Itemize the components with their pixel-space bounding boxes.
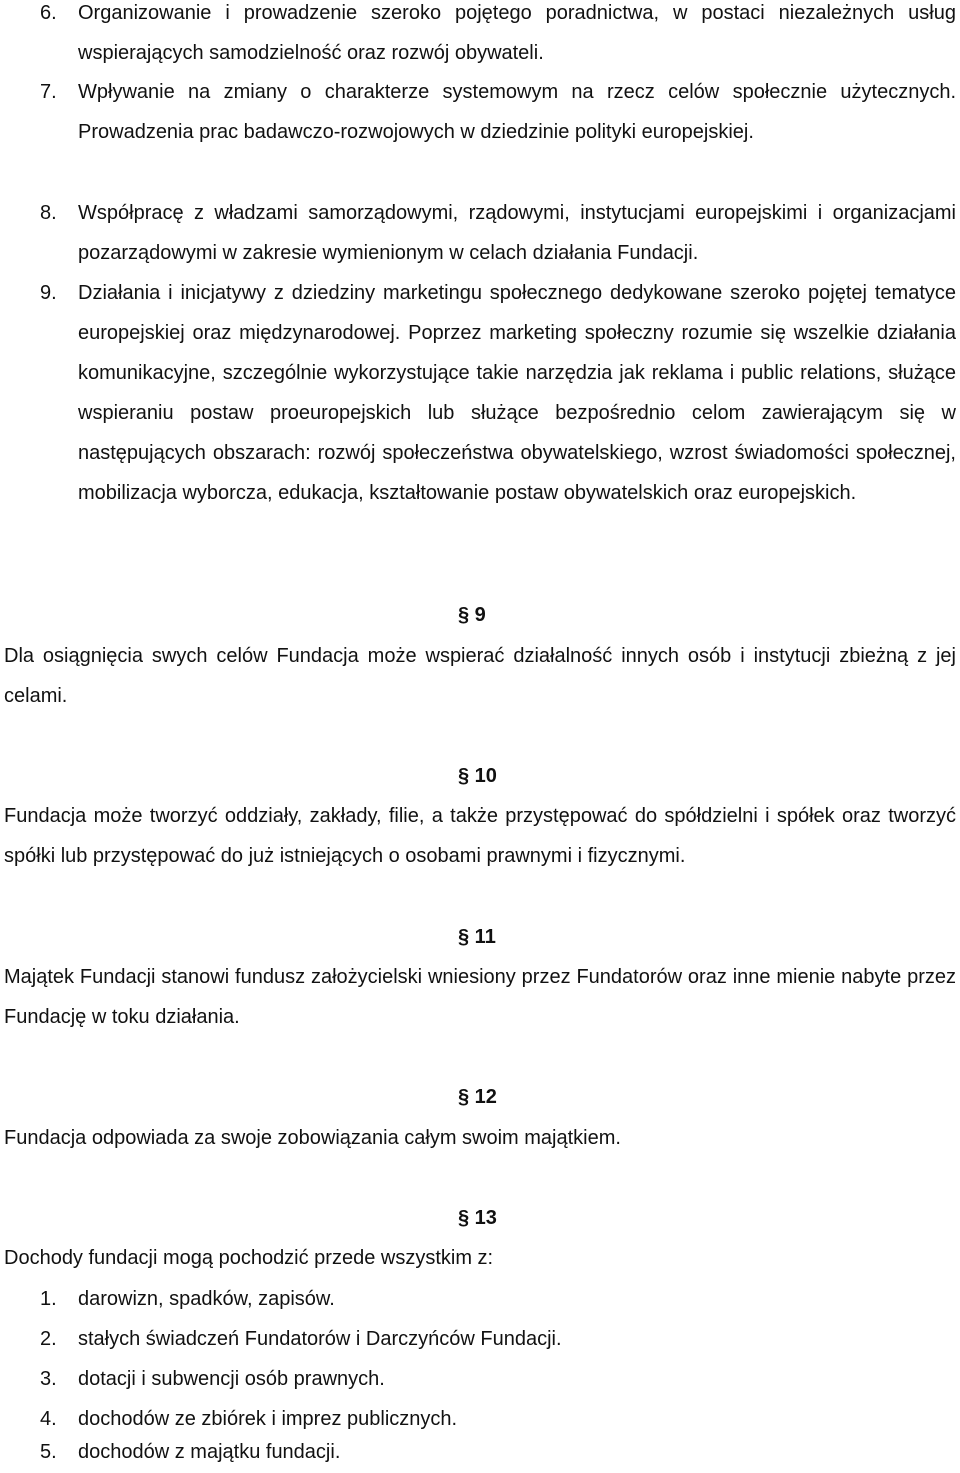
list-item bbox=[40, 273, 956, 513]
section-heading: § 10 bbox=[458, 765, 497, 787]
list-item-number: 4. bbox=[40, 1408, 57, 1430]
list-item-text: stałych świadczeń Fundatorów i Darczyńców Fundacji. bbox=[78, 1328, 562, 1350]
section-paragraph: Fundacja może tworzyć oddziały, zakłady, filie, a także przystępować do spółdzielni i spółek oraz tworzyć spółki lub przystępować do już istniejących o osobami prawnymi i fizycznymi. bbox=[4, 805, 956, 867]
section-heading: § 11 bbox=[458, 926, 496, 948]
section-paragraph: Dla osiągnięcia swych celów Fundacja może wspierać działalność innych osób i instytucji zbieżną z jej celami. bbox=[4, 645, 956, 707]
list-item-text: Organizowanie i prowadzenie szeroko pojętego poradnictwa, w postaci niezależnych usług wspierających samodzielność oraz rozwój obywateli. bbox=[78, 2, 956, 64]
list-item bbox=[40, 1319, 956, 1359]
list-item-number: 2. bbox=[40, 1328, 57, 1350]
list-item bbox=[40, 72, 956, 152]
list-item-text: dochodów ze zbiórek i imprez publicznych. bbox=[78, 1408, 458, 1430]
section-heading: § 12 bbox=[458, 1086, 497, 1108]
list-item-text: darowizn, spadków, zapisów. bbox=[78, 1288, 335, 1310]
list-item-text: dotacji i subwencji osób prawnych. bbox=[78, 1368, 385, 1390]
list-item-number: 1. bbox=[40, 1288, 57, 1310]
list-item-text: Współpracę z władzami samorządowymi, rządowymi, instytucjami europejskimi i organizacjami pozarządowymi w zakresie wymienionym w celach działania Fundacji. bbox=[78, 202, 956, 264]
section-heading: § 13 bbox=[458, 1207, 497, 1229]
list-item-number: 7. bbox=[40, 81, 57, 103]
list-item-number: 6. bbox=[40, 2, 57, 24]
list-item bbox=[40, 1359, 956, 1399]
section-paragraph: Majątek Fundacji stanowi fundusz założycielski wniesiony przez Fundatorów oraz inne mienie nabyte przez Fundację w toku działania. bbox=[4, 966, 956, 1028]
section-heading: § 9 bbox=[458, 604, 486, 626]
list-item bbox=[40, 0, 956, 73]
list-item-text: dochodów z majątku fundacji. bbox=[78, 1441, 341, 1463]
section-paragraph: Fundacja odpowiada za swoje zobowiązania całym swoim majątkiem. bbox=[4, 1127, 621, 1149]
list-item-text: Wpływanie na zmiany o charakterze systemowym na rzecz celów społecznie użytecznych. Prowadzenia prac badawczo-rozwojowych w dziedzinie polityki europejskiej. bbox=[78, 81, 956, 143]
list-item bbox=[40, 1279, 956, 1319]
list-item-number: 3. bbox=[40, 1368, 57, 1390]
list-item bbox=[40, 193, 956, 273]
list-item bbox=[40, 1432, 956, 1472]
list-item-text: Działania i inicjatywy z dziedziny marketingu społecznego dedykowane szeroko pojętej tematyce europejskiej oraz międzynarodowej. Poprzez marketing społeczny rozumie się wszelkie działania komunikacyjne, szczególnie wykorzystujące takie narzędzia jak reklama i public relations, służące wspieraniu postaw proeuropejskich lub służące bezpośrednio celom zawierającym się w następujących obszarach: rozwój społeczeństwa obywatelskiego, wzrost świadomości społecznej, mobilizacja wyborcza, edukacja, kształtowanie postaw obywatelskich oraz europejskich. bbox=[78, 282, 956, 504]
list-item-number: 5. bbox=[40, 1441, 57, 1463]
section-paragraph: Dochody fundacji mogą pochodzić przede wszystkim z: bbox=[4, 1247, 494, 1269]
list-item-number: 9. bbox=[40, 282, 57, 304]
list-item-number: 8. bbox=[40, 202, 57, 224]
